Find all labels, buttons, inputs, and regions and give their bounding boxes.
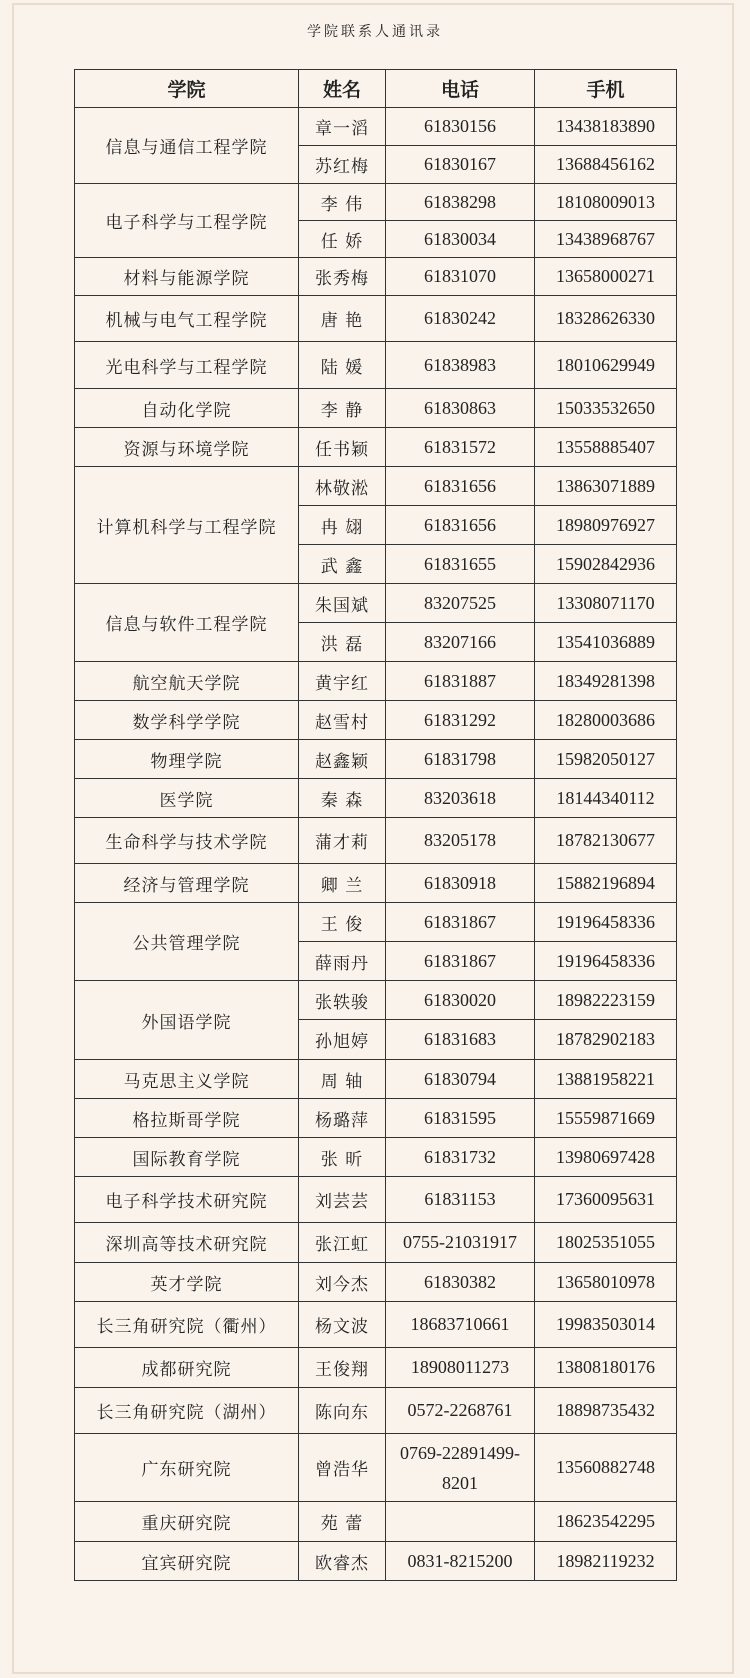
mobile-cell: 13308071170 (535, 584, 677, 623)
college-cell: 机械与电气工程学院 (75, 296, 299, 342)
name-cell: 李 静 (299, 389, 386, 428)
mobile-cell: 13808180176 (535, 1348, 677, 1388)
table-row (75, 1099, 677, 1138)
phone-cell: 61830156 (386, 108, 535, 146)
name-cell: 朱国斌 (299, 584, 386, 623)
mobile-cell: 15982050127 (535, 740, 677, 779)
table-row (75, 864, 677, 903)
mobile-cell: 18782130677 (535, 818, 677, 864)
mobile-cell: 15882196894 (535, 864, 677, 903)
name-cell: 周 轴 (299, 1060, 386, 1099)
name-cell: 武 鑫 (299, 545, 386, 584)
phone-cell: 61830242 (386, 296, 535, 342)
name-cell: 洪 磊 (299, 623, 386, 662)
name-cell: 唐 艳 (299, 296, 386, 342)
mobile-cell: 18349281398 (535, 662, 677, 701)
header-mobile: 手机 (535, 70, 677, 108)
college-cell: 成都研究院 (75, 1348, 299, 1388)
table-row (75, 1060, 677, 1099)
name-cell: 李 伟 (299, 184, 386, 221)
name-cell: 杨璐萍 (299, 1099, 386, 1138)
table-row (75, 467, 677, 506)
phone-cell: 0769-22891499-8201 (386, 1434, 535, 1502)
mobile-cell: 13658010978 (535, 1263, 677, 1302)
phone-cell: 61831867 (386, 903, 535, 942)
table-row (75, 903, 677, 942)
page-title: 学院联系人通讯录 (307, 24, 443, 40)
mobile-cell: 19983503014 (535, 1302, 677, 1348)
name-cell: 张轶骏 (299, 981, 386, 1020)
mobile-cell: 18898735432 (535, 1388, 677, 1434)
table-row (75, 1263, 677, 1302)
name-cell: 曾浩华 (299, 1434, 386, 1502)
phone-cell: 0572-2268761 (386, 1388, 535, 1434)
college-cell: 重庆研究院 (75, 1502, 299, 1542)
table-row (75, 428, 677, 467)
name-cell: 陈向东 (299, 1388, 386, 1434)
phone-cell: 61830382 (386, 1263, 535, 1302)
name-cell: 秦 森 (299, 779, 386, 818)
college-cell: 生命科学与技术学院 (75, 818, 299, 864)
table-row (75, 1434, 677, 1502)
name-cell: 任书颖 (299, 428, 386, 467)
phone-cell: 61831595 (386, 1099, 535, 1138)
name-cell: 林敬淞 (299, 467, 386, 506)
mobile-cell: 18280003686 (535, 701, 677, 740)
table-row (75, 662, 677, 701)
phone-cell: 83203618 (386, 779, 535, 818)
phone-cell: 61831656 (386, 467, 535, 506)
mobile-cell: 15559871669 (535, 1099, 677, 1138)
phone-cell: 61831153 (386, 1177, 535, 1223)
header-name: 姓名 (299, 70, 386, 108)
college-cell: 深圳高等技术研究院 (75, 1223, 299, 1263)
mobile-cell: 18025351055 (535, 1223, 677, 1263)
table-row (75, 1388, 677, 1434)
phone-cell: 61830167 (386, 146, 535, 184)
mobile-cell: 18328626330 (535, 296, 677, 342)
mobile-cell: 13438968767 (535, 221, 677, 258)
mobile-cell: 18980976927 (535, 506, 677, 545)
name-cell: 蒲才莉 (299, 818, 386, 864)
table-row (75, 701, 677, 740)
mobile-cell: 18108009013 (535, 184, 677, 221)
name-cell: 刘今杰 (299, 1263, 386, 1302)
phone-cell: 61831732 (386, 1138, 535, 1177)
college-cell: 信息与软件工程学院 (75, 584, 299, 662)
college-cell: 物理学院 (75, 740, 299, 779)
college-cell: 光电科学与工程学院 (75, 342, 299, 389)
header-phone: 电话 (386, 70, 535, 108)
table-row (75, 981, 677, 1020)
name-cell: 杨文波 (299, 1302, 386, 1348)
mobile-cell: 19196458336 (535, 942, 677, 981)
phone-cell: 61831683 (386, 1020, 535, 1060)
mobile-cell: 18782902183 (535, 1020, 677, 1060)
phone-cell: 83205178 (386, 818, 535, 864)
name-cell: 赵鑫颖 (299, 740, 386, 779)
mobile-cell: 13558885407 (535, 428, 677, 467)
phone-cell: 61831572 (386, 428, 535, 467)
college-cell: 长三角研究院（衢州） (75, 1302, 299, 1348)
college-cell: 英才学院 (75, 1263, 299, 1302)
mobile-cell: 13658000271 (535, 258, 677, 296)
table-header-row (75, 70, 677, 108)
college-cell: 国际教育学院 (75, 1138, 299, 1177)
mobile-cell: 13980697428 (535, 1138, 677, 1177)
name-cell: 王 俊 (299, 903, 386, 942)
college-cell: 资源与环境学院 (75, 428, 299, 467)
table-row (75, 740, 677, 779)
phone-cell: 18683710661 (386, 1302, 535, 1348)
phone-cell: 61830020 (386, 981, 535, 1020)
phone-cell: 61838983 (386, 342, 535, 389)
phone-cell: 61831887 (386, 662, 535, 701)
mobile-cell: 19196458336 (535, 903, 677, 942)
mobile-cell: 18623542295 (535, 1502, 677, 1542)
mobile-cell: 13863071889 (535, 467, 677, 506)
college-cell: 格拉斯哥学院 (75, 1099, 299, 1138)
college-cell: 公共管理学院 (75, 903, 299, 981)
college-cell: 计算机科学与工程学院 (75, 467, 299, 584)
header-college: 学院 (75, 70, 299, 108)
college-cell: 广东研究院 (75, 1434, 299, 1502)
name-cell: 苑 蕾 (299, 1502, 386, 1542)
table-row (75, 1502, 677, 1542)
college-cell: 自动化学院 (75, 389, 299, 428)
name-cell: 卿 兰 (299, 864, 386, 903)
name-cell: 任 娇 (299, 221, 386, 258)
college-cell: 信息与通信工程学院 (75, 108, 299, 184)
college-cell: 数学科学学院 (75, 701, 299, 740)
college-cell: 航空航天学院 (75, 662, 299, 701)
phone-cell: 61838298 (386, 184, 535, 221)
contact-table (74, 69, 677, 1581)
phone-cell: 61831655 (386, 545, 535, 584)
college-cell: 长三角研究院（湖州） (75, 1388, 299, 1434)
phone-cell: 18908011273 (386, 1348, 535, 1388)
name-cell: 黄宇红 (299, 662, 386, 701)
phone-cell: 61830918 (386, 864, 535, 903)
table-row (75, 296, 677, 342)
mobile-cell: 15033532650 (535, 389, 677, 428)
phone-cell: 61830794 (386, 1060, 535, 1099)
mobile-cell: 17360095631 (535, 1177, 677, 1223)
mobile-cell: 13438183890 (535, 108, 677, 146)
mobile-cell: 18982223159 (535, 981, 677, 1020)
phone-cell: 61831070 (386, 258, 535, 296)
table-row (75, 184, 677, 221)
name-cell: 赵雪村 (299, 701, 386, 740)
table-row (75, 584, 677, 623)
table-row (75, 1177, 677, 1223)
mobile-cell: 18144340112 (535, 779, 677, 818)
table-row (75, 342, 677, 389)
name-cell: 薛雨丹 (299, 942, 386, 981)
phone-cell: 0831-8215200 (386, 1542, 535, 1581)
college-cell: 经济与管理学院 (75, 864, 299, 903)
table-row (75, 1348, 677, 1388)
phone-cell: 83207525 (386, 584, 535, 623)
college-cell: 宜宾研究院 (75, 1542, 299, 1581)
phone-cell: 61831292 (386, 701, 535, 740)
mobile-cell: 13560882748 (535, 1434, 677, 1502)
name-cell: 王俊翔 (299, 1348, 386, 1388)
phone-cell: 61831656 (386, 506, 535, 545)
college-cell: 医学院 (75, 779, 299, 818)
phone-cell: 61831798 (386, 740, 535, 779)
name-cell: 刘芸芸 (299, 1177, 386, 1223)
mobile-cell: 18982119232 (535, 1542, 677, 1581)
name-cell: 张秀梅 (299, 258, 386, 296)
table-row (75, 1138, 677, 1177)
table-row (75, 818, 677, 864)
phone-cell: 0755-21031917 (386, 1223, 535, 1263)
table-row (75, 108, 677, 146)
mobile-cell: 13881958221 (535, 1060, 677, 1099)
college-cell: 马克思主义学院 (75, 1060, 299, 1099)
phone-cell: 83207166 (386, 623, 535, 662)
name-cell: 欧睿杰 (299, 1542, 386, 1581)
name-cell: 张 昕 (299, 1138, 386, 1177)
name-cell: 陆 媛 (299, 342, 386, 389)
name-cell: 章一滔 (299, 108, 386, 146)
name-cell: 苏红梅 (299, 146, 386, 184)
phone-cell: 61831867 (386, 942, 535, 981)
table-row (75, 1302, 677, 1348)
mobile-cell: 18010629949 (535, 342, 677, 389)
mobile-cell: 13688456162 (535, 146, 677, 184)
name-cell: 冉 翃 (299, 506, 386, 545)
table-row (75, 1223, 677, 1263)
name-cell: 孙旭婷 (299, 1020, 386, 1060)
college-cell: 材料与能源学院 (75, 258, 299, 296)
table-row (75, 258, 677, 296)
college-cell: 电子科学技术研究院 (75, 1177, 299, 1223)
mobile-cell: 13541036889 (535, 623, 677, 662)
phone-cell: 61830863 (386, 389, 535, 428)
table-row (75, 779, 677, 818)
mobile-cell: 15902842936 (535, 545, 677, 584)
table-row (75, 1542, 677, 1581)
table-row (75, 389, 677, 428)
phone-cell (386, 1502, 535, 1542)
name-cell: 张江虹 (299, 1223, 386, 1263)
phone-cell: 61830034 (386, 221, 535, 258)
college-cell: 电子科学与工程学院 (75, 184, 299, 258)
college-cell: 外国语学院 (75, 981, 299, 1060)
